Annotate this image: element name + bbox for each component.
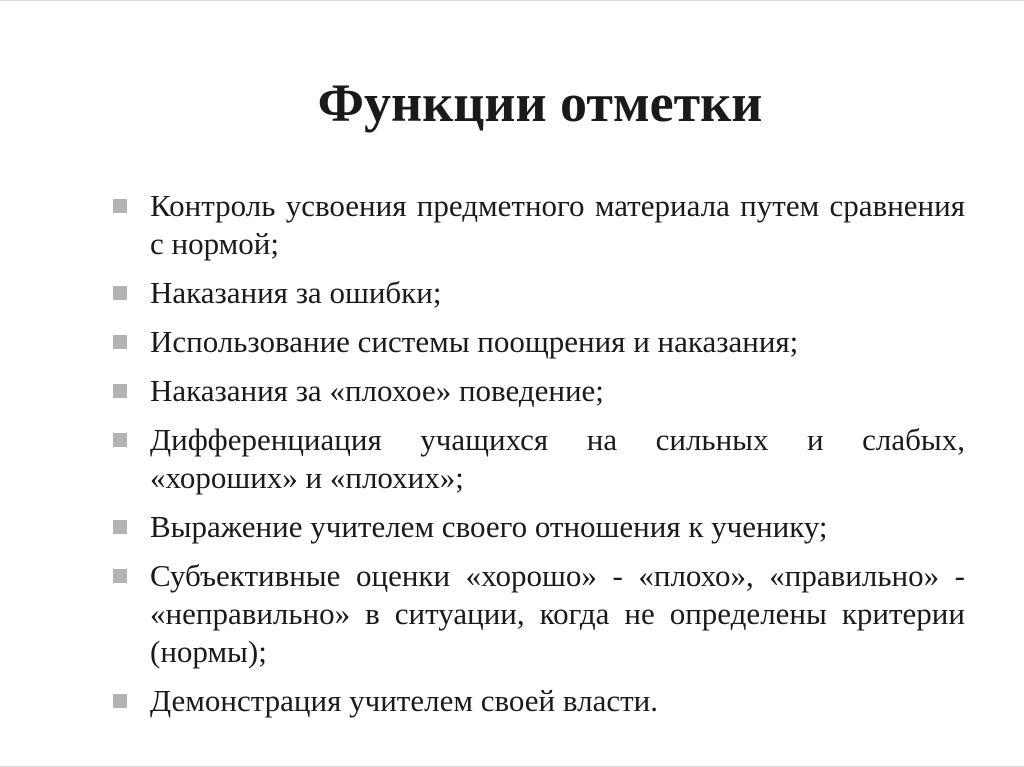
square-bullet-icon bbox=[113, 199, 127, 213]
square-bullet-icon bbox=[113, 335, 127, 349]
bullet-item bbox=[113, 187, 965, 263]
bullet-text: Наказания за ошибки; bbox=[150, 275, 442, 310]
bullet-text: Демонстрация учителем своей власти. bbox=[150, 683, 658, 718]
bullet-item bbox=[113, 557, 965, 671]
bullet-text: Наказания за «плохое» поведение; bbox=[150, 373, 604, 408]
bullet-text: Дифференциация учащихся на сильных и слабых, «хороших» и «плохих»; bbox=[150, 422, 965, 495]
bullet-item bbox=[113, 323, 965, 361]
square-bullet-icon bbox=[113, 694, 127, 708]
bullet-item bbox=[113, 421, 965, 497]
square-bullet-icon bbox=[113, 433, 127, 447]
square-bullet-icon bbox=[113, 520, 127, 534]
bullet-text: Субъективные оценки «хорошо» - «плохо», «правильно» - «неправильно» в ситуации, когда не определены критерии (нормы); bbox=[150, 558, 965, 669]
bullet-text: Выражение учителем своего отношения к ученику; bbox=[150, 509, 828, 544]
bullet-item bbox=[113, 508, 965, 546]
bullet-item bbox=[113, 682, 965, 720]
bullet-text: Использование системы поощрения и наказания; bbox=[150, 324, 799, 359]
bullet-item bbox=[113, 274, 965, 312]
square-bullet-icon bbox=[113, 286, 127, 300]
bullet-text: Контроль усвоения предметного материала путем сравнения с нормой; bbox=[150, 188, 965, 261]
bullet-list bbox=[113, 187, 965, 731]
slide-title: Функции отметки bbox=[317, 73, 763, 133]
bullet-item bbox=[113, 372, 965, 410]
square-bullet-icon bbox=[113, 569, 127, 583]
square-bullet-icon bbox=[113, 384, 127, 398]
